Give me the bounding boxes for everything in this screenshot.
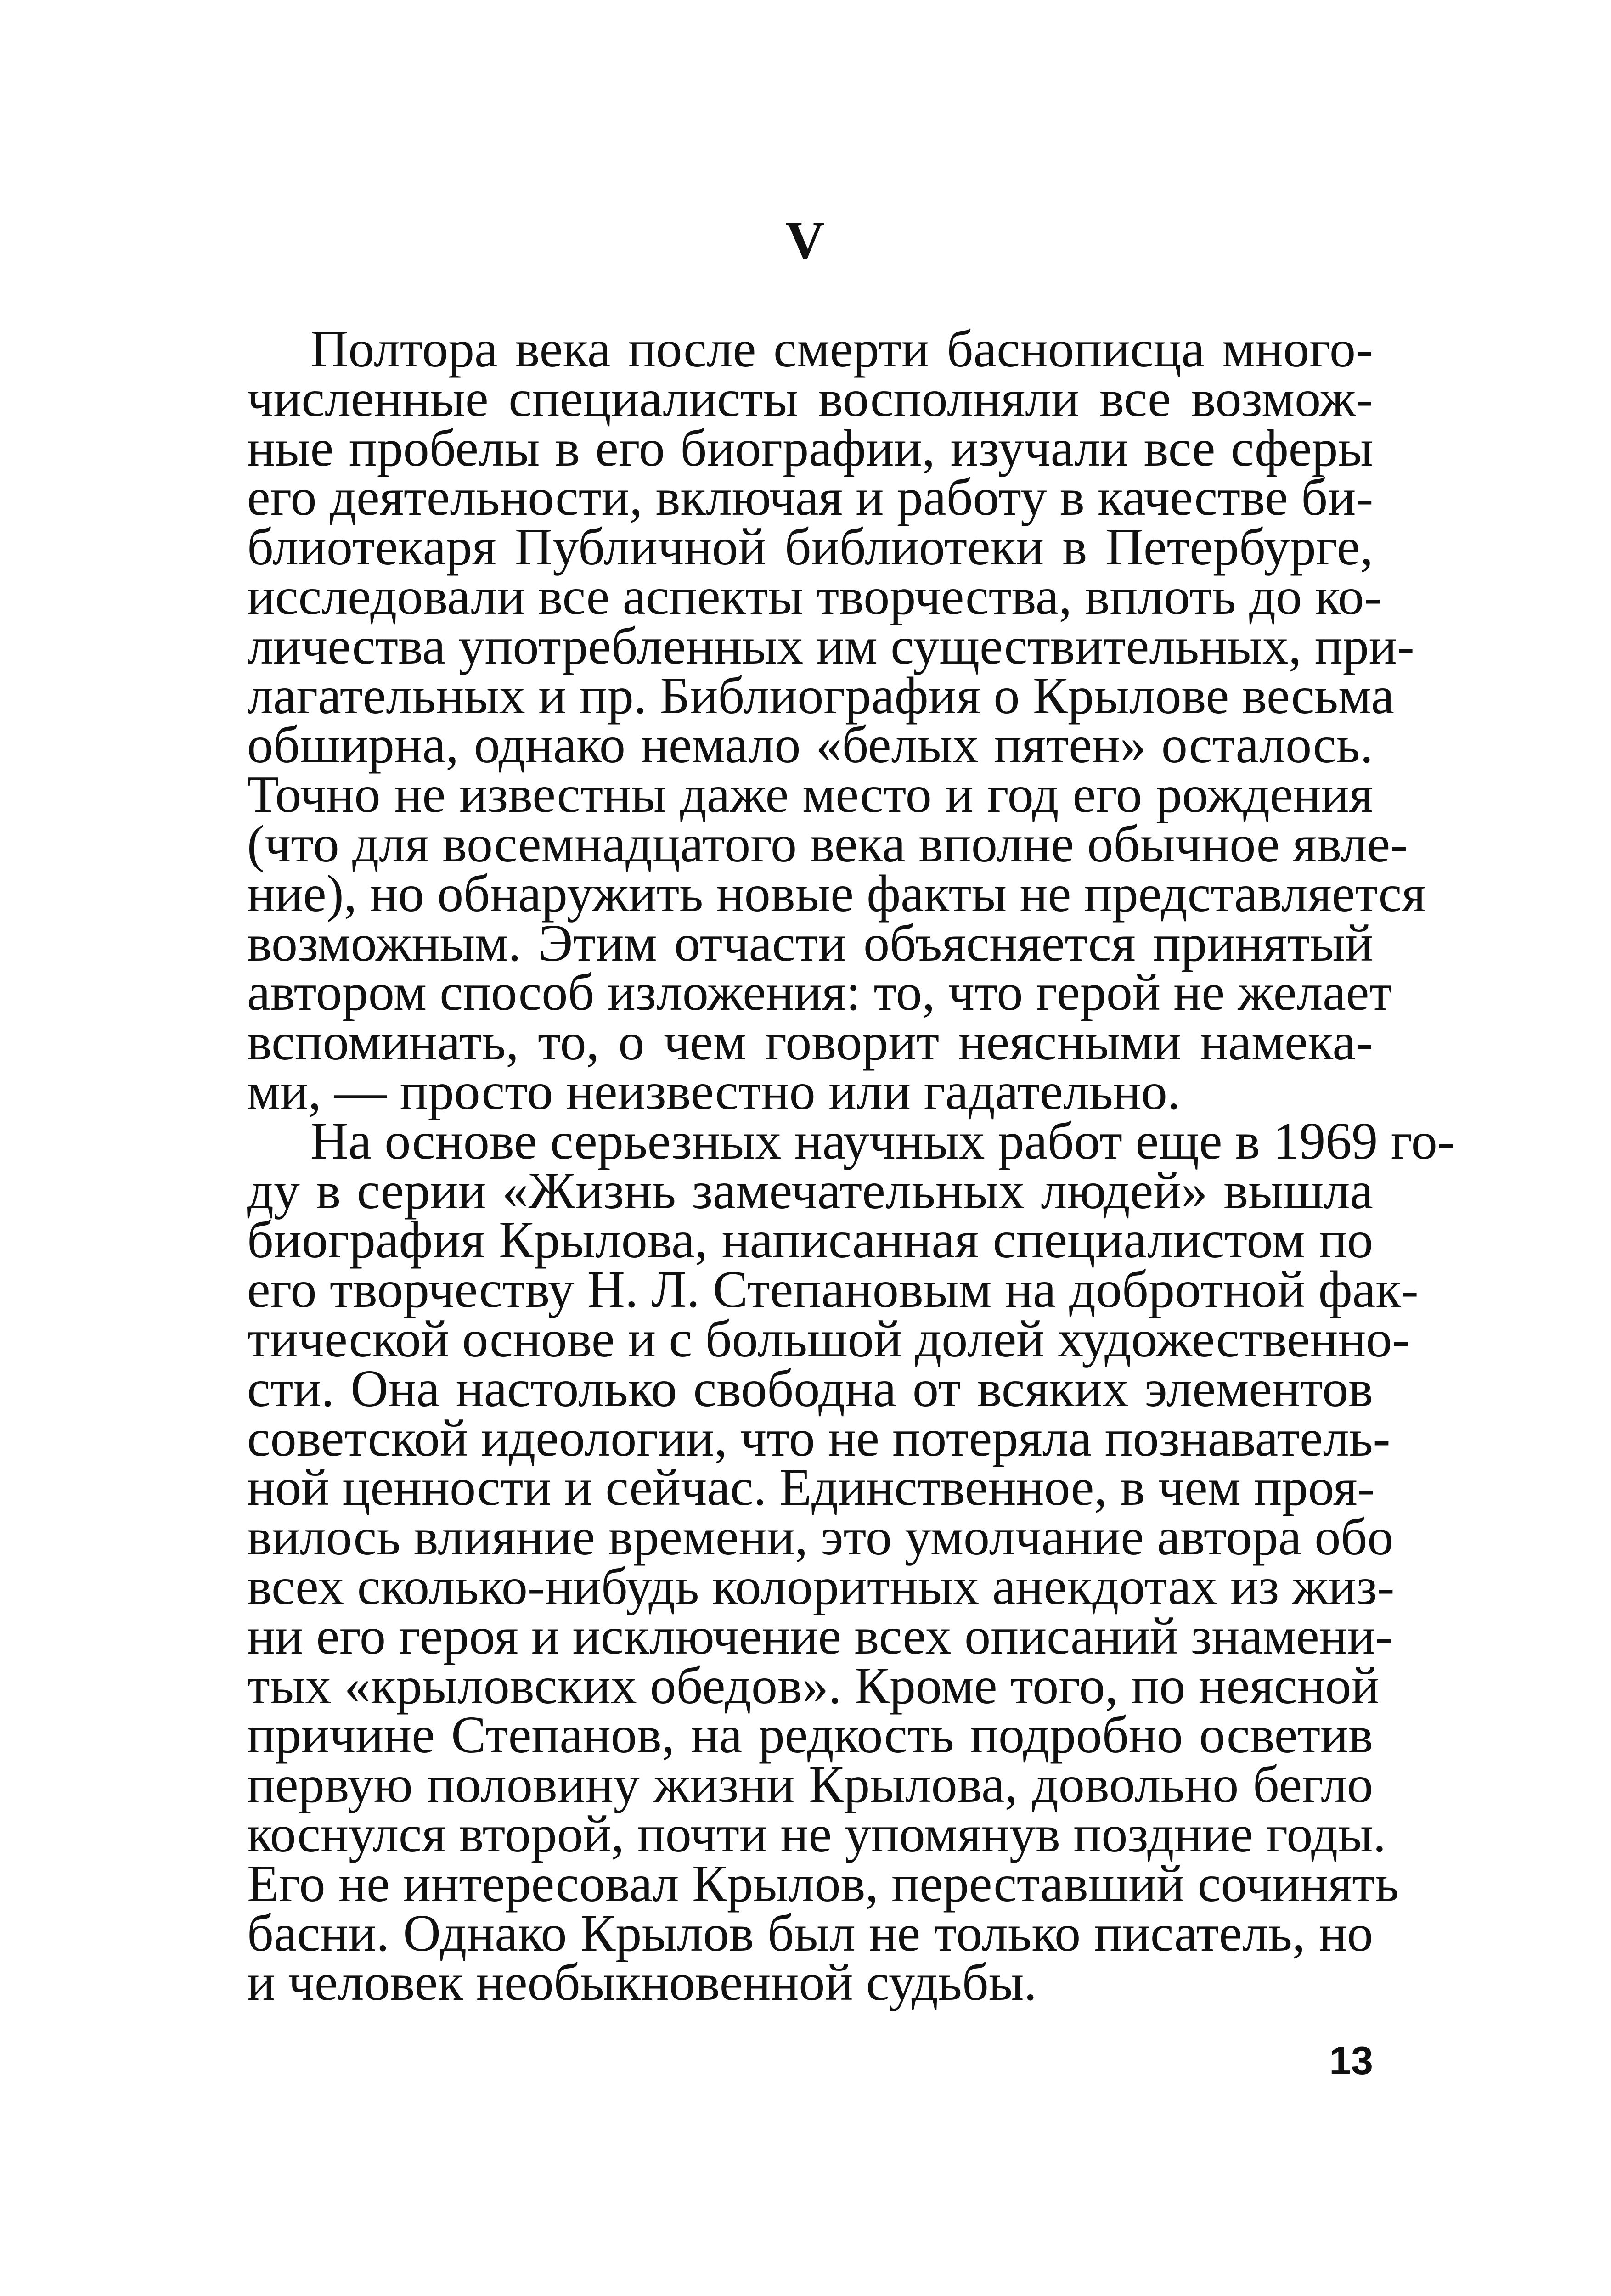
text-line: обширна, однако немало «белых пятен» осталось. bbox=[247, 715, 1373, 774]
text-line: вилось влияние времени, это умолчание автора обо bbox=[247, 1508, 1394, 1566]
text-line: автором способ изложения: то, что герой не желает bbox=[247, 963, 1392, 1022]
text-line: ные пробелы в его биографии, изучали все сферы bbox=[247, 418, 1373, 477]
text-line: На основе серьезных научных работ еще в 1969 го- bbox=[310, 1111, 1455, 1170]
text-line: исследовали все аспекты творчества, вплоть до ко- bbox=[247, 567, 1382, 625]
text-line: блиотекаря Публичной библиотеки в Петербурге, bbox=[247, 518, 1373, 576]
text-line: лагательных и пр. Библиография о Крылове весьма bbox=[247, 666, 1394, 725]
body-text bbox=[247, 320, 1455, 2012]
text-line: советской идеологии, что не потеряла познаватель- bbox=[247, 1408, 1391, 1467]
page-number: 13 bbox=[1329, 2039, 1373, 2083]
text-line: личества употребленных им существительных, при- bbox=[247, 616, 1414, 675]
text-line: ние), но обнаружить новые факты не представляется bbox=[247, 864, 1426, 923]
text-line: ду в серии «Жизнь замечательных людей» вышла bbox=[247, 1161, 1373, 1220]
text-line: численные специалисты восполняли все возмож- bbox=[247, 369, 1373, 428]
text-line: тых «крыловских обедов». Кроме того, по неясной bbox=[247, 1656, 1380, 1715]
text-line: вспоминать, то, о чем говорит неясными намека- bbox=[247, 1013, 1373, 1071]
text-line: сти. Она настолько свободна от всяких элементов bbox=[247, 1359, 1373, 1418]
text-line: ной ценности и сейчас. Единственное, в чем проя- bbox=[247, 1458, 1375, 1517]
paragraph-2 bbox=[247, 1111, 1455, 2012]
text-line: (что для восемнадцатого века вполне обычное явле- bbox=[247, 814, 1408, 873]
text-line: первую половину жизни Крылова, довольно бегло bbox=[247, 1755, 1373, 1814]
text-line: Полтора века после смерти баснописца много- bbox=[310, 320, 1373, 378]
text-line: басни. Однако Крылов был не только писатель, но bbox=[247, 1903, 1373, 1962]
text-line: ми, — просто неизвестно или гадательно. bbox=[247, 1062, 1181, 1120]
text-line: биография Крылова, написанная специалистом по bbox=[247, 1210, 1373, 1269]
text-line: тической основе и с большой долей художественно- bbox=[247, 1309, 1410, 1368]
text-line: коснулся второй, почти не упомянув поздние годы. bbox=[247, 1804, 1386, 1863]
text-line: его деятельности, включая и работу в качестве би- bbox=[247, 468, 1374, 527]
text-line: всех сколько-нибудь колоритных анекдотах из жиз- bbox=[247, 1557, 1395, 1615]
text-line: его творчеству Н. Л. Степановым на добротной фак- bbox=[247, 1260, 1419, 1319]
text-line: причине Степанов, на редкость подробно осветив bbox=[247, 1705, 1373, 1764]
text-line: ни его героя и исключение всех описаний знамени- bbox=[247, 1606, 1393, 1665]
chapter-number: V bbox=[785, 210, 826, 270]
text-line: Его не интересовал Крылов, переставший сочинять bbox=[247, 1854, 1399, 1913]
paragraph-1 bbox=[247, 320, 1426, 1120]
text-line: и человек необыкновенной судьбы. bbox=[247, 1953, 1037, 2012]
text-line: Точно не известны даже место и год его рождения bbox=[247, 765, 1373, 824]
text-line: возможным. Этим отчасти объясняется принятый bbox=[247, 913, 1373, 972]
